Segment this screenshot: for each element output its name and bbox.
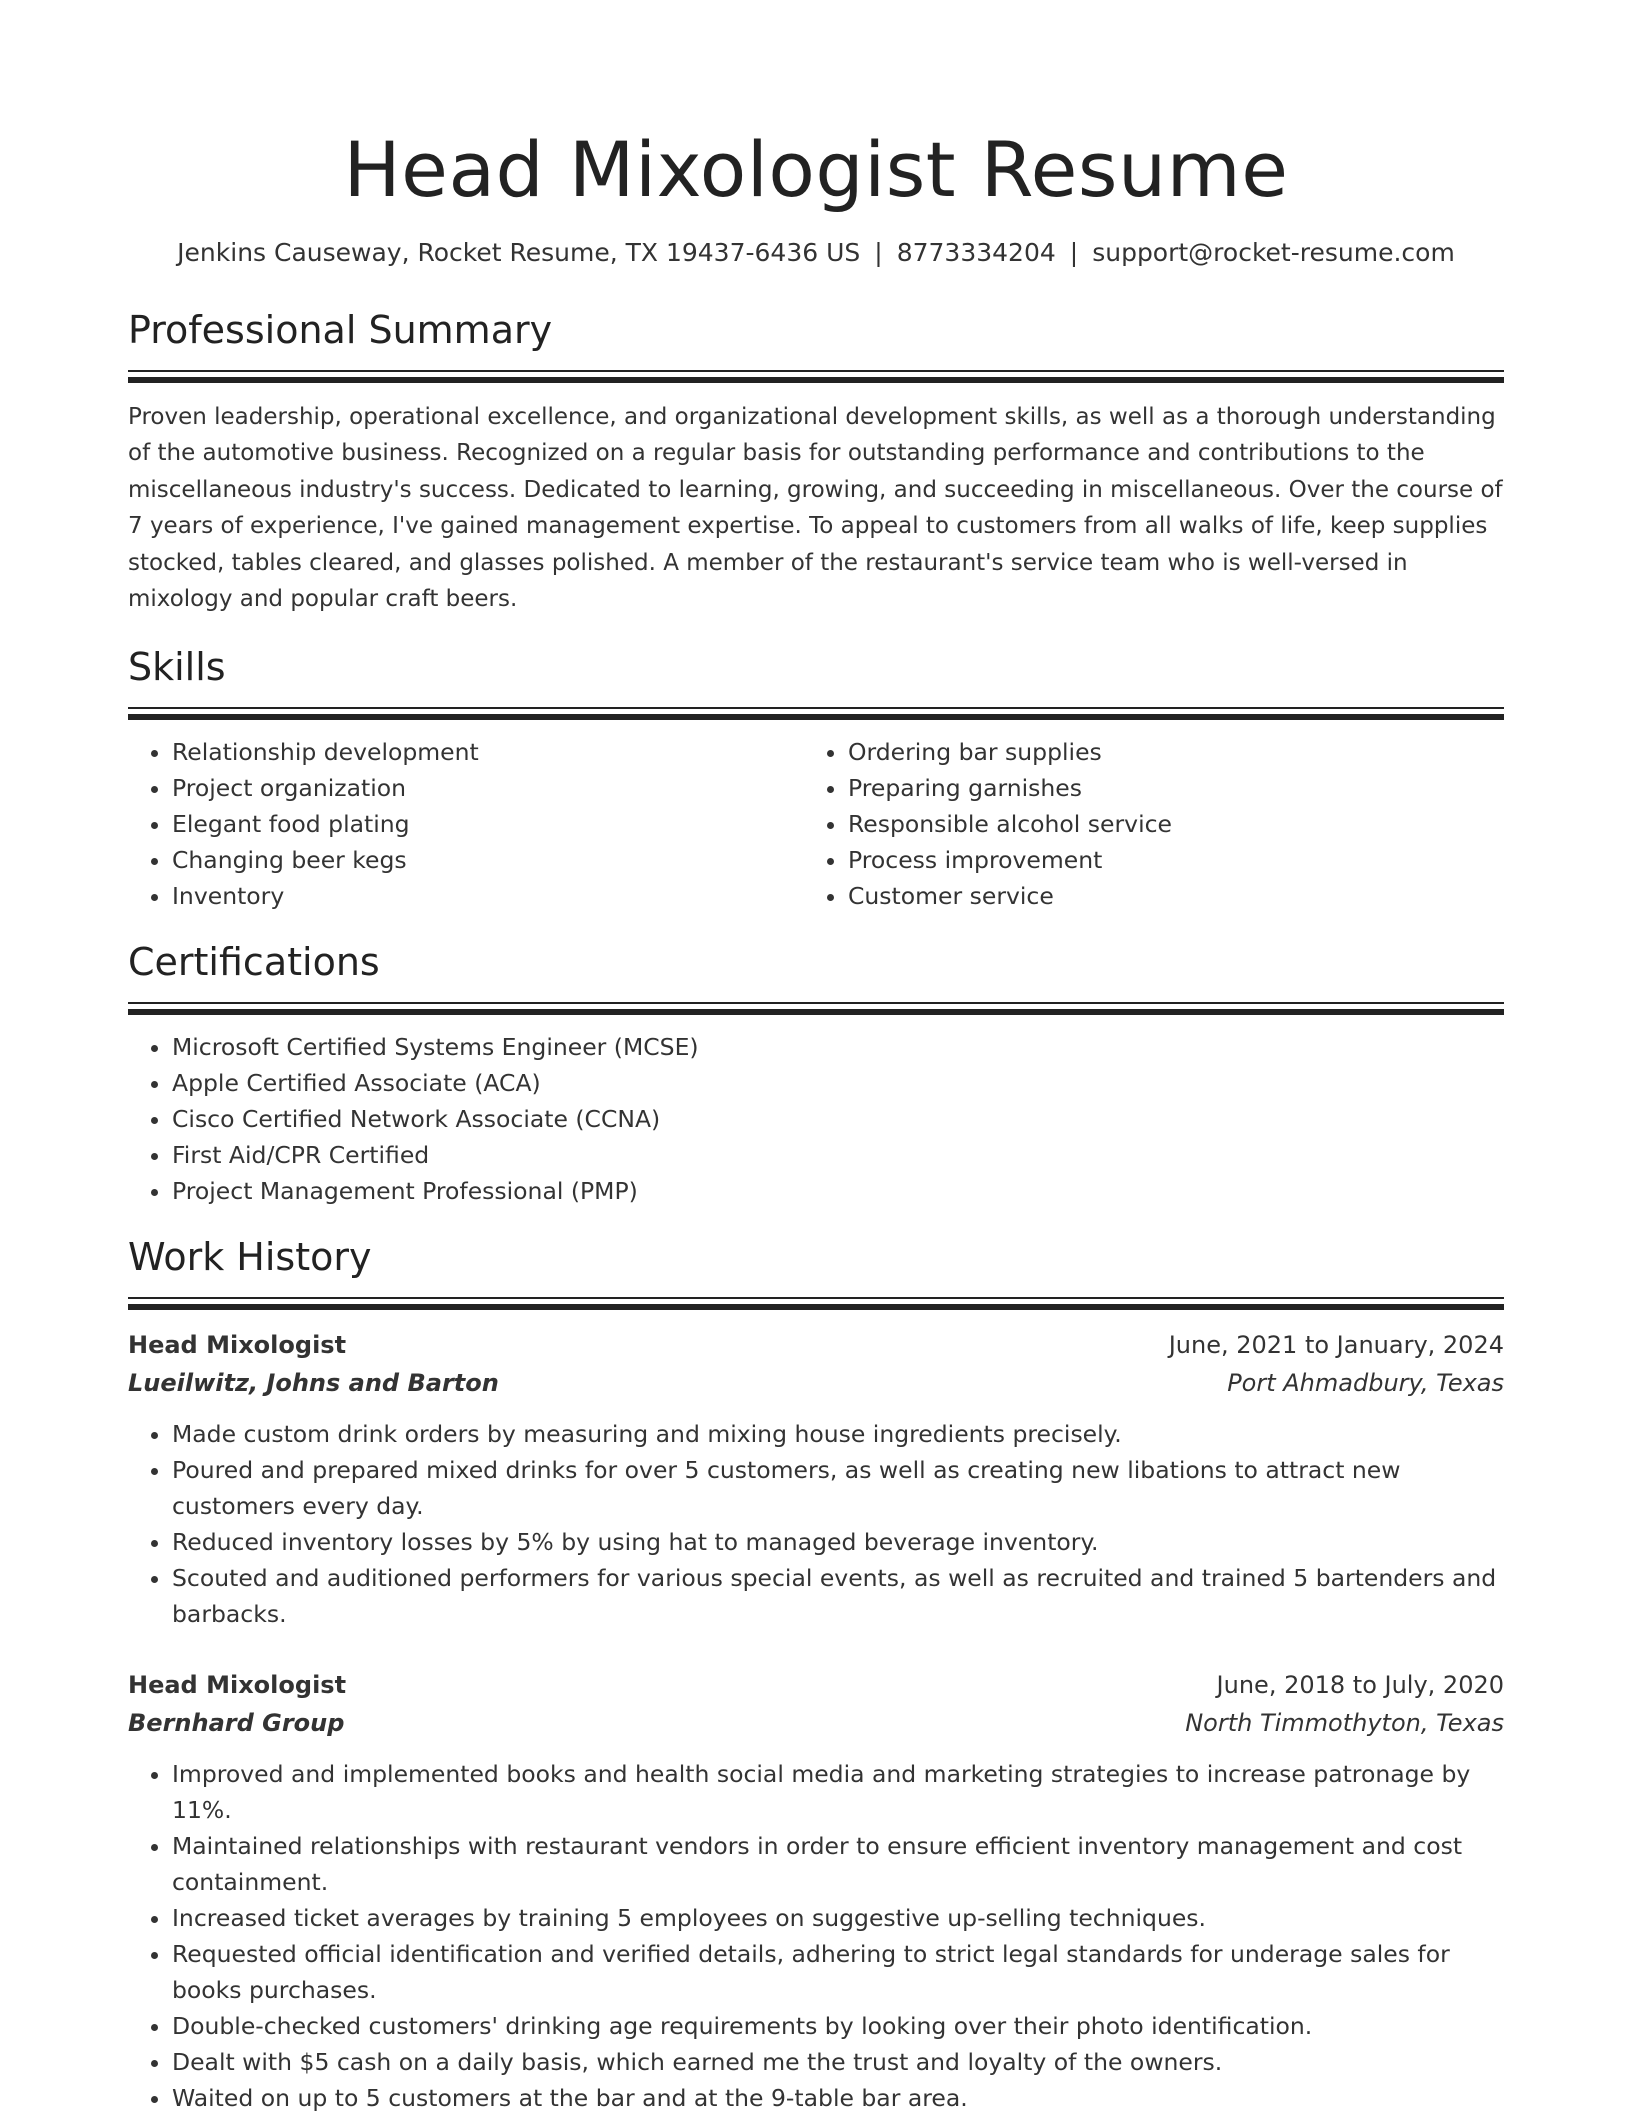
- skill-item: • Responsible alcohol service: [848, 806, 1480, 842]
- work-history-section: [128, 1233, 1504, 2116]
- job-bullet: • Poured and prepared mixed drinks for over 5 customers, as well as creating new libations to attract new customers every day.: [172, 1452, 1504, 1524]
- skills-section: [128, 643, 1504, 914]
- skills-list-left: [128, 734, 804, 914]
- contact-email: support@rocket-resume.com: [1092, 238, 1455, 267]
- skill-item: • Process improvement: [848, 842, 1480, 878]
- resume-title: Head Mixologist Resume: [343, 125, 1289, 214]
- job-dates: June, 2021 to January, 2024: [1168, 1331, 1504, 1360]
- job-bullets: [128, 1756, 1504, 2116]
- job-bullet: • Reduced inventory losses by 5% by using hat to managed beverage inventory.: [172, 1524, 1504, 1560]
- contact-separator: |: [1069, 238, 1079, 267]
- skills-heading: Skills: [128, 645, 226, 690]
- contact-phone: 8773334204: [896, 238, 1056, 267]
- skill-item: • Inventory: [172, 878, 804, 914]
- job-bullet: • Dealt with $5 cash on a daily basis, which earned me the trust and loyalty of the owners.: [172, 2044, 1504, 2080]
- job-bullet: • Scouted and auditioned performers for various special events, as well as recruited and trained 5 bartenders and barbacks.: [172, 1560, 1504, 1632]
- skill-item: • Ordering bar supplies: [848, 734, 1480, 770]
- job-location: North Timmothyton, Texas: [1185, 1709, 1504, 1738]
- job-bullet: • Increased ticket averages by training 5 employees on suggestive up-selling techniques.: [172, 1900, 1504, 1936]
- skill-item: • Customer service: [848, 878, 1480, 914]
- summary-heading: Professional Summary: [128, 308, 553, 352]
- skill-item: • Elegant food plating: [172, 806, 804, 842]
- skill-item: • Changing beer kegs: [172, 842, 804, 878]
- job-title: Head Mixologist: [128, 1671, 347, 1700]
- contact-address: Jenkins Causeway, Rocket Resume, TX 19437-6436 US: [177, 238, 861, 267]
- job-bullet: • Double-checked customers' drinking age requirements by looking over their photo identification.: [172, 2008, 1504, 2044]
- certification-item: • Apple Certified Associate (ACA): [172, 1065, 1504, 1101]
- job-subheader-row: [128, 1364, 1504, 1402]
- skill-item: • Preparing garnishes: [848, 770, 1480, 806]
- job-company: Lueilwitz, Johns and Barton: [128, 1369, 499, 1398]
- job-header-row: [128, 1666, 1504, 1704]
- job-entry: [128, 1666, 1504, 2116]
- job-bullet: • Requested official identification and verified details, adhering to strict legal standards for underage sales for books purchases.: [172, 1936, 1504, 2008]
- certifications-list: [128, 1029, 1504, 1209]
- certification-item: • Cisco Certified Network Associate (CCNA): [172, 1101, 1504, 1137]
- section-divider: [128, 1297, 1504, 1310]
- resume-page: [128, 0, 1504, 2116]
- job-dates: June, 2018 to July, 2020: [1216, 1671, 1504, 1700]
- section-divider: [128, 1002, 1504, 1015]
- job-title: Head Mixologist: [128, 1331, 347, 1360]
- skill-item: • Relationship development: [172, 734, 804, 770]
- job-bullet: • Maintained relationships with restaurant vendors in order to ensure efficient inventory management and cost containment.: [172, 1828, 1504, 1900]
- certification-item: • Project Management Professional (PMP): [172, 1173, 1504, 1209]
- job-bullet: • Waited on up to 5 customers at the bar and at the 9-table bar area.: [172, 2080, 1504, 2116]
- certifications-heading: Certifications: [128, 940, 380, 985]
- job-subheader-row: [128, 1704, 1504, 1742]
- job-bullets: [128, 1416, 1504, 1632]
- job-bullet: • Improved and implemented books and health social media and marketing strategies to increase patronage by 11%.: [172, 1756, 1504, 1828]
- skill-item: • Project organization: [172, 770, 804, 806]
- job-header-row: [128, 1326, 1504, 1364]
- skills-columns: [128, 734, 1504, 914]
- certifications-section: [128, 938, 1504, 1209]
- job-company: Bernhard Group: [128, 1709, 345, 1738]
- job-bullet: • Made custom drink orders by measuring and mixing house ingredients precisely.: [172, 1416, 1504, 1452]
- certification-item: • Microsoft Certified Systems Engineer (MCSE): [172, 1029, 1504, 1065]
- skills-list-right: [804, 734, 1480, 914]
- certification-item: • First Aid/CPR Certified: [172, 1137, 1504, 1173]
- work-history-heading: Work History: [128, 1235, 372, 1280]
- summary-text: Proven leadership, operational excellence, and organizational development skills, as well as a thorough understanding of the automotive business. Recognized on a regular basis for outstanding performance and contributions to the miscellaneous industry's success. Dedicated to learning, growing, and succeeding in miscellaneous. Over the course of 7 years of experience, I've gained management expertise. To appeal to customers from all walks of life, keep supplies stocked, tables cleared, and glasses polished. A member of the restaurant's service team who is well-versed in mixology and popular craft beers.: [128, 404, 1503, 613]
- contact-separator: |: [874, 238, 883, 267]
- job-entry: [128, 1326, 1504, 1632]
- job-location: Port Ahmadbury, Texas: [1227, 1369, 1504, 1398]
- contact-line: [128, 236, 1504, 270]
- section-divider: [128, 707, 1504, 720]
- section-divider: [128, 370, 1504, 383]
- summary-section: [128, 306, 1504, 617]
